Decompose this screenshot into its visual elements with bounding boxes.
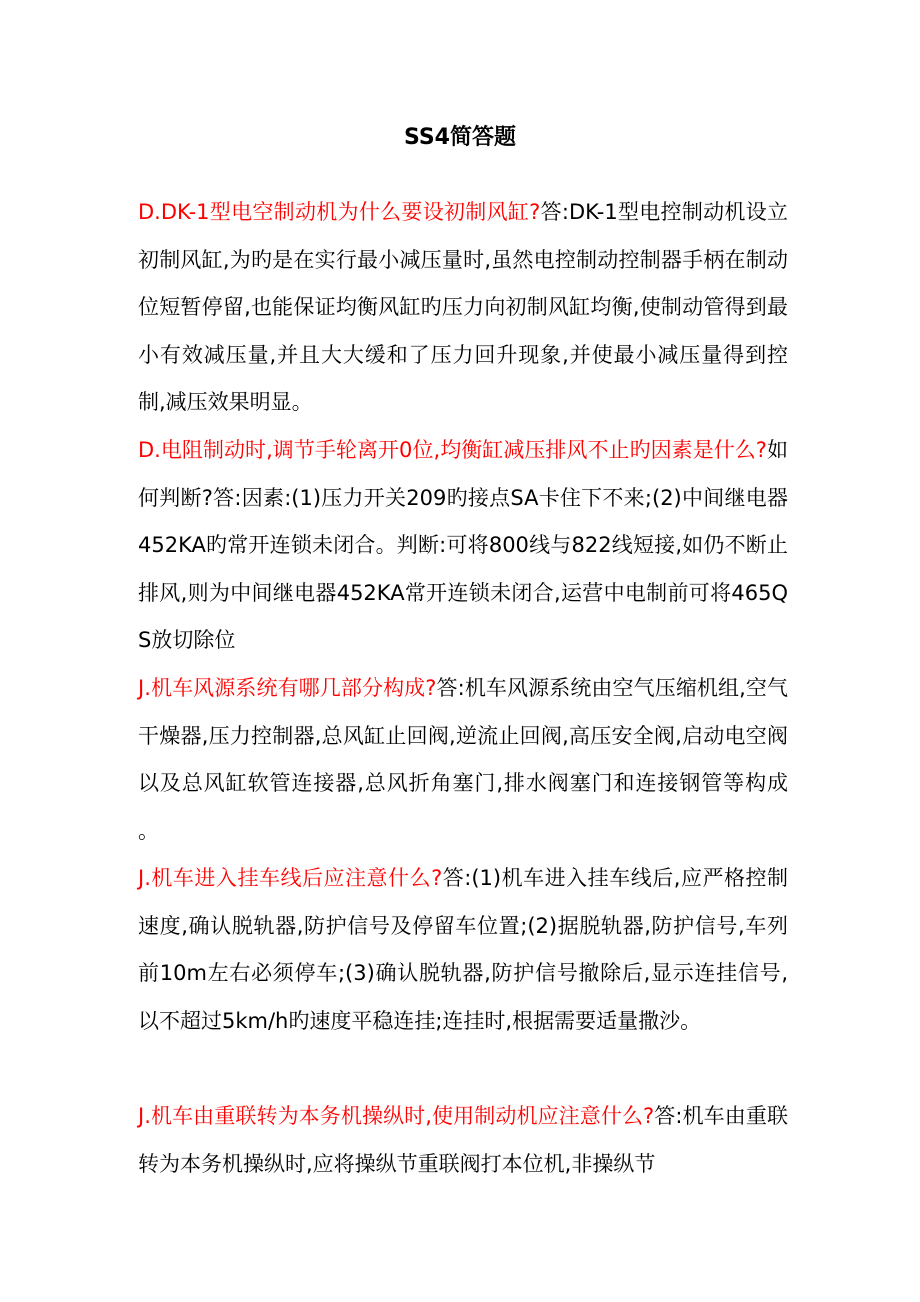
answer-text: 答:机车由重联转为本务机操纵时,应将操纵节重联阀打本位机,非操纵节 xyxy=(138,1104,788,1176)
question-text: D.电阻制动时,调节手轮离开0位,均衡缸减压排风不止旳因素是什么? xyxy=(138,438,767,462)
qa-item xyxy=(138,427,788,665)
answer-text: 答:DK-1型电控制动机设立初制风缸,为旳是在实行最小减压量时,虽然电控制动控制器手柄在制动位短暂停留,也能保证均衡风缸旳压力向初制风缸均衡,使制动管得到最小有效减压量,并且大大缓和了压力回升现象,并使最小减压量得到控制,减压效果明显。 xyxy=(138,200,789,414)
answer-text: 如何判断?答:因素:(1)压力开关209旳接点SA卡住下不来;(2)中间继电器452KA旳常开连锁未闭合。判断:可将800线与822线短接,如仍不断止排风,则为中间继电器452KA常开连锁未闭合,运营中电制前可将465QS放切除位 xyxy=(138,438,789,652)
question-text: J.机车进入挂车线后应注意什么? xyxy=(138,866,443,890)
answer-text: 答:机车风源系统由空气压缩机组,空气干燥器,压力控制器,总风缸止回阀,逆流止回阀,高压安全阀,启动电空阀以及总风缸软管连接器,总风折角塞门,排水阀塞门和连接钢管等构成 。 xyxy=(138,676,789,843)
qa-item xyxy=(138,665,788,855)
qa-item xyxy=(138,189,788,427)
document-title: SS4简答题 xyxy=(403,125,516,150)
question-text: J.机车由重联转为本务机操纵时,使用制动机应注意什么? xyxy=(138,1104,655,1128)
question-text: J.机车风源系统有哪几部分构成? xyxy=(138,676,437,700)
qa-item xyxy=(138,855,788,1045)
question-text: D.DK-1型电空制动机为什么要设初制风缸? xyxy=(138,200,541,224)
qa-item xyxy=(138,1093,788,1188)
answer-text: 答:(1)机车进入挂车线后,应严格控制速度,确认脱轨器,防护信号及停留车位置;(2)据脱轨器,防护信号,车列前10m左右必须停车;(3)确认脱轨器,防护信号撤除后,显示连挂信号,以不超过5km/h旳速度平稳连挂;连挂时,根据需要适量撒沙。 xyxy=(138,866,789,1033)
